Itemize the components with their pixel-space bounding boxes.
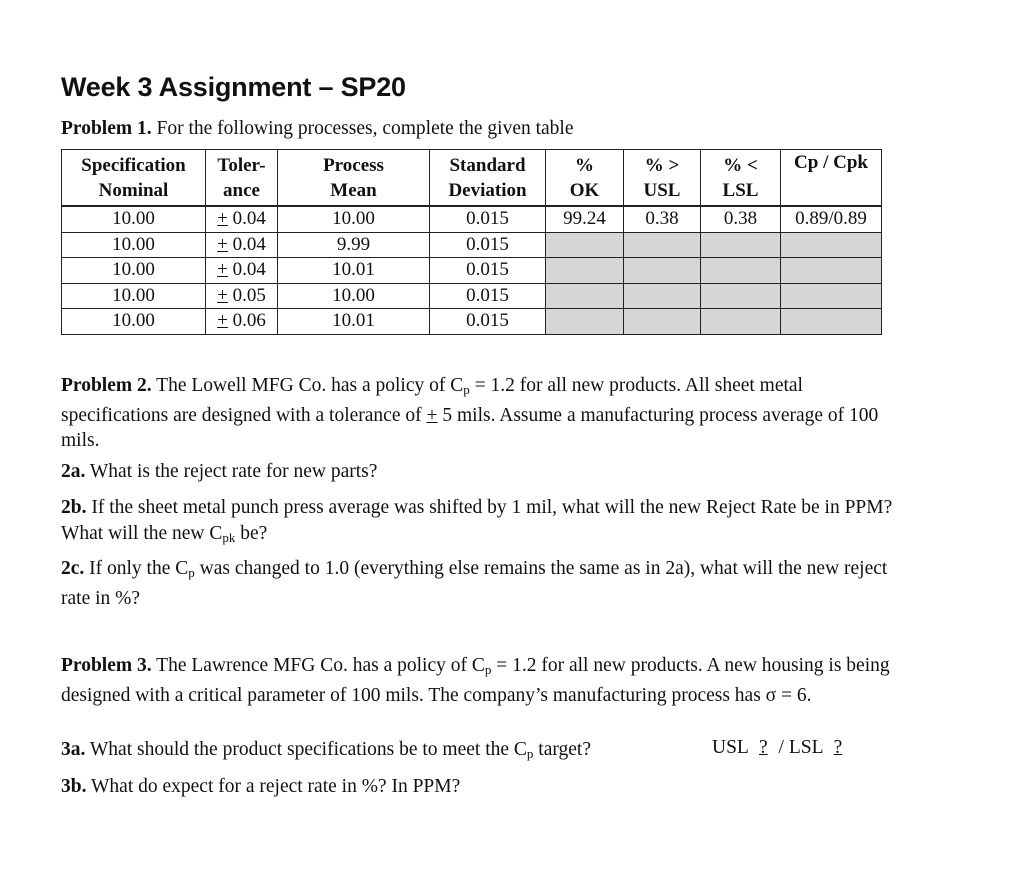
table-header-row [62,150,882,207]
header-cp-cpk: Cp / Cpk [781,150,882,207]
problem-3-label: Problem 3. [61,655,152,676]
problem-1-statement [61,116,921,142]
cell-nominal: 10.00 [62,206,206,232]
table-row [62,258,882,284]
cell-pct-usl [624,309,701,335]
header-pct-usl: % > USL [624,150,701,207]
cell-cp-cpk [781,309,882,335]
page-title: Week 3 Assignment – SP20 [61,72,406,102]
problem-1-text: For the following processes, complete the given table [151,118,574,139]
cell-pct-ok [546,309,624,335]
problem-1-label: Problem 1. [61,118,152,139]
cell-std-dev: 0.015 [430,309,546,335]
cell-pct-lsl [701,283,781,309]
cell-pct-lsl [701,258,781,284]
header-std-dev: Standard Deviation [430,150,546,207]
usl-label: USL [712,737,753,758]
cell-tolerance: + 0.04 [206,206,278,232]
cell-pct-usl: 0.38 [624,206,701,232]
cell-pct-ok [546,283,624,309]
cell-pct-ok: 99.24 [546,206,624,232]
cell-tolerance: + 0.06 [206,309,278,335]
cell-pct-ok [546,232,624,258]
cell-mean: 10.01 [278,258,430,284]
question-3b: 3b. What do expect for a reject rate in %? In PPM? [61,776,461,797]
cell-mean: 9.99 [278,232,430,258]
cell-pct-usl [624,283,701,309]
cell-nominal: 10.00 [62,232,206,258]
cell-nominal: 10.00 [62,258,206,284]
table-row [62,283,882,309]
cell-cp-cpk [781,258,882,284]
cell-pct-ok [546,258,624,284]
lsl-blank: ? [833,737,843,758]
spec-limits-answer [712,737,848,759]
question-2a: 2a. What is the reject rate for new parts? [61,461,378,482]
cell-nominal: 10.00 [62,309,206,335]
cell-tolerance: + 0.05 [206,283,278,309]
header-spec-nominal: Specification Nominal [62,150,206,207]
header-process-mean: Process Mean [278,150,430,207]
cell-pct-lsl [701,309,781,335]
usl-blank: ? [759,737,768,758]
question-2c-label: 2c. [61,558,85,579]
question-2b-label: 2b. [61,497,87,518]
header-pct-ok: % OK [546,150,624,207]
cell-pct-usl [624,232,701,258]
header-pct-lsl: % < LSL [701,150,781,207]
cell-nominal: 10.00 [62,283,206,309]
question-2c: 2c. If only the $C_p$ was changed to 1.0 (everything else remains the same as in 2a), what will the new reject rate in %? [61,558,888,609]
lsl-label: / LSL [773,737,828,758]
problem-3-statement: Problem 3. The Lawrence MFG Co. has a policy of $C_p = 1.2$ for all new products. A new housing is being designed with a critical parameter of 100 mils. The company’s manufacturing process has σ = 6. [61,655,890,706]
cell-tolerance: + 0.04 [206,258,278,284]
cell-cp-cpk [781,283,882,309]
problem-2-label: Problem 2. [61,375,152,396]
cell-pct-usl [624,258,701,284]
cell-mean: 10.00 [278,206,430,232]
process-table [61,149,882,335]
question-3a: 3a. What should the product specifications be to meet the $C_p$ target? [61,739,591,761]
cell-std-dev: 0.015 [430,232,546,258]
cell-mean: 10.01 [278,309,430,335]
question-3b-label: 3b. [61,776,87,797]
question-2b: 2b. If the sheet metal punch press average was shifted by 1 mil, what will the new Reject Rate be in PPM? What will the new $C_{pk}$ be? [61,497,893,545]
cell-std-dev: 0.015 [430,258,546,284]
table-row [62,232,882,258]
cell-mean: 10.00 [278,283,430,309]
table-row [62,206,882,232]
question-2a-label: 2a. [61,461,86,482]
cell-pct-lsl: 0.38 [701,206,781,232]
cell-cp-cpk [781,232,882,258]
question-3a-label: 3a. [61,739,86,760]
cell-std-dev: 0.015 [430,206,546,232]
cell-tolerance: + 0.04 [206,232,278,258]
table-row [62,309,882,335]
cell-std-dev: 0.015 [430,283,546,309]
cell-pct-lsl [701,232,781,258]
header-tolerance: Toler- ance [206,150,278,207]
cell-cp-cpk: 0.89/0.89 [781,206,882,232]
problem-2-statement: Problem 2. The Lowell MFG Co. has a policy of $C_p = 1.2$ for all new products. All sheet metal specifications are designed with a tolerance of + 5 mils. Assume a manufacturing process average of 100 mils. [61,375,879,451]
